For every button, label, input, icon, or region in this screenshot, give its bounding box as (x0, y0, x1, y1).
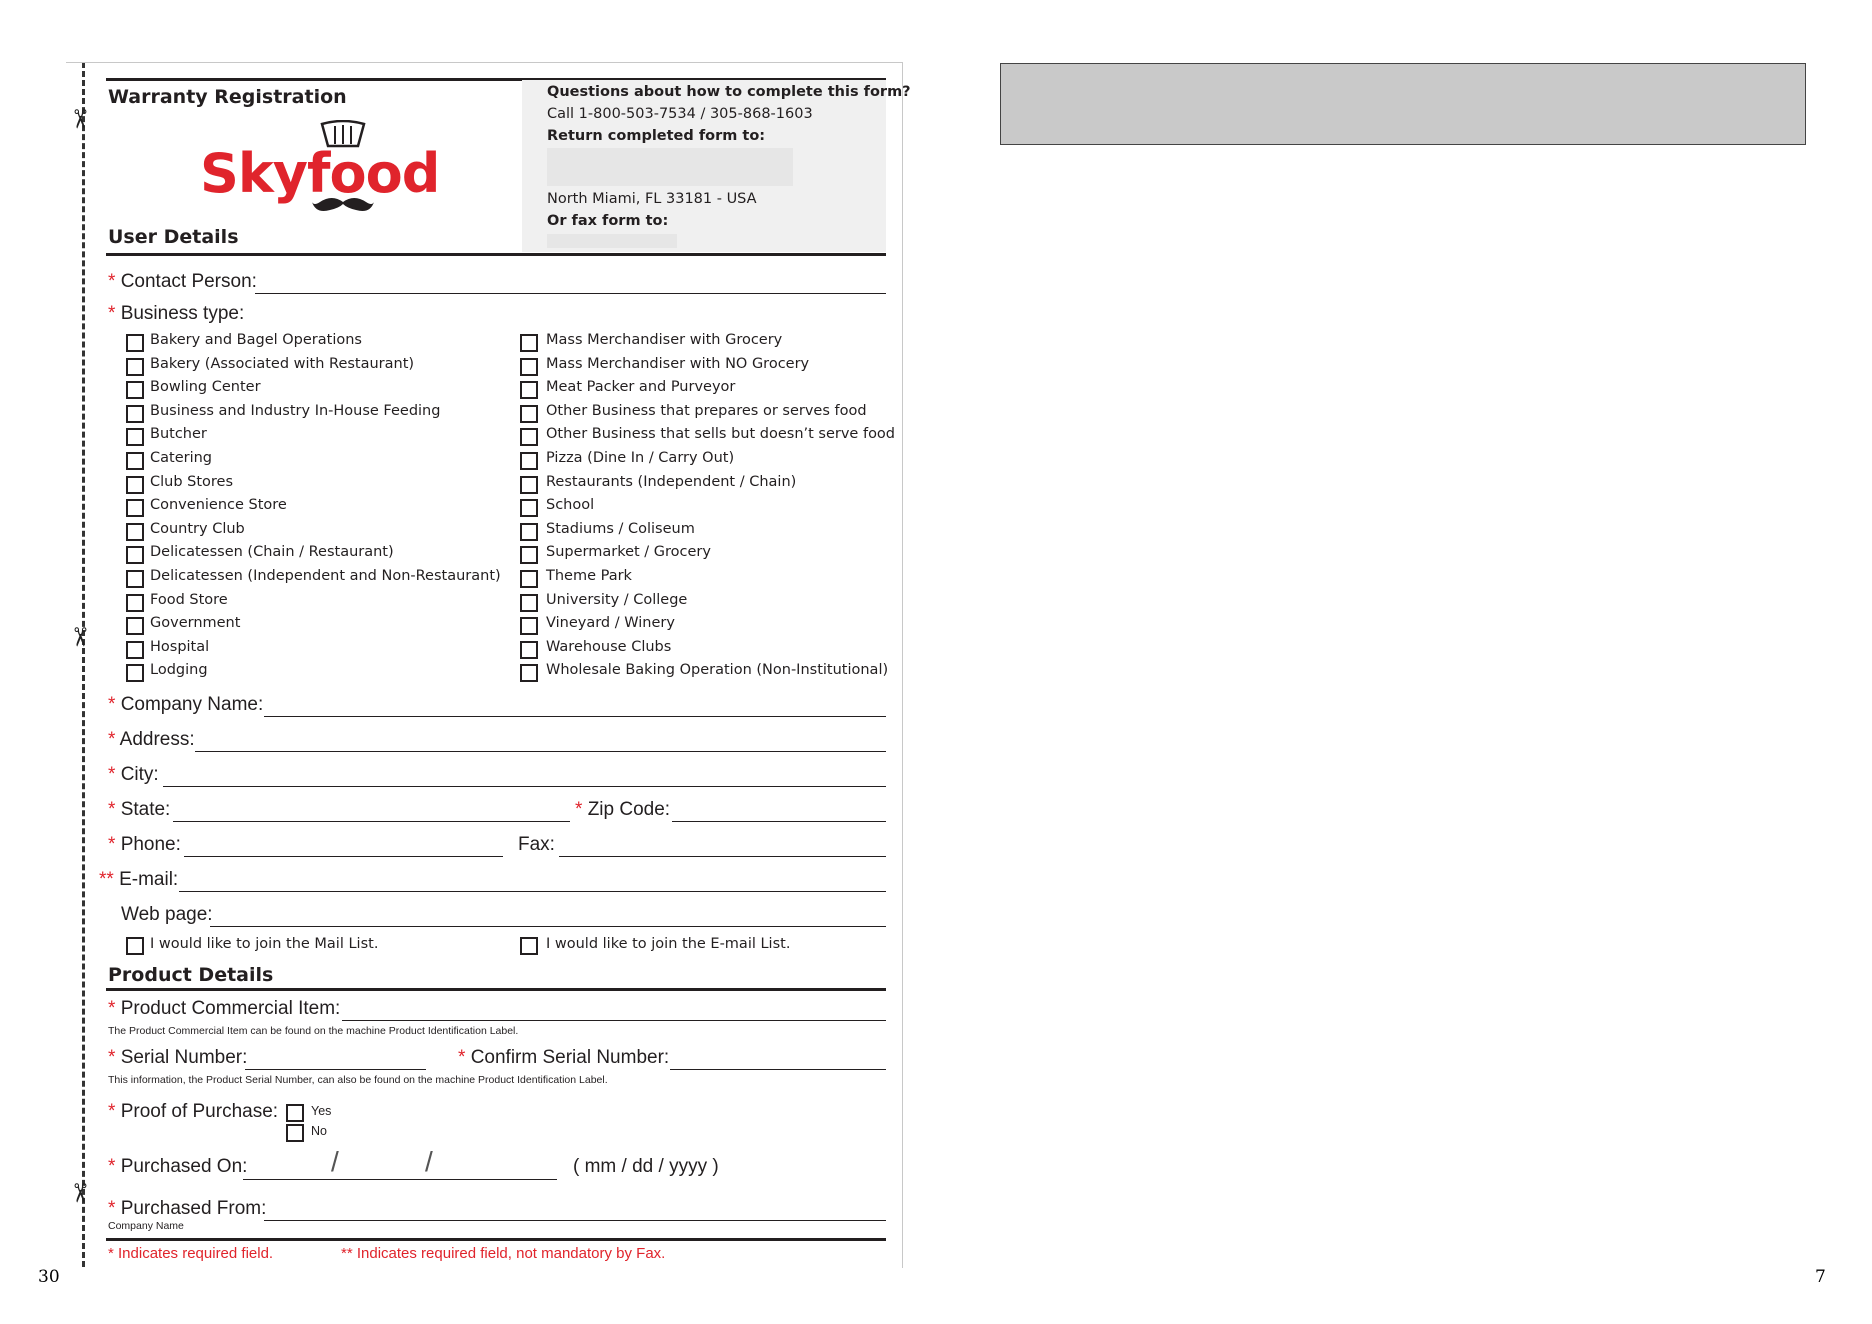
contact-label: * Contact Person: (108, 271, 257, 292)
proof-label: * Proof of Purchase: (108, 1101, 279, 1122)
phone-label: * Phone: (108, 834, 181, 855)
business-option-right-label: Supermarket / Grocery (546, 544, 711, 560)
business-option-left-label: Lodging (150, 662, 208, 678)
date-slash-1: / (331, 1146, 339, 1177)
email-list-label: I would like to join the E-mail List. (546, 936, 791, 952)
serial-label: * Serial Number: (108, 1047, 248, 1068)
phone-info: Call 1-800-503-7534 / 305-868-1603 (547, 106, 813, 122)
business-option-right-checkbox[interactable] (520, 334, 538, 352)
address-field[interactable] (195, 751, 886, 752)
business-option-left-checkbox[interactable] (126, 570, 144, 588)
business-option-right-checkbox[interactable] (520, 452, 538, 470)
business-option-left-checkbox[interactable] (126, 617, 144, 635)
section-user-details: User Details (108, 226, 239, 248)
business-option-left-checkbox[interactable] (126, 664, 144, 682)
proof-yes-label: Yes (311, 1104, 332, 1118)
serial-field[interactable] (245, 1069, 426, 1070)
business-option-right-label: School (546, 497, 595, 513)
business-option-right-checkbox[interactable] (520, 546, 538, 564)
fax-field[interactable] (559, 856, 886, 857)
business-option-left-checkbox[interactable] (126, 334, 144, 352)
business-option-right-checkbox[interactable] (520, 358, 538, 376)
business-option-right-label: Mass Merchandiser with Grocery (546, 332, 783, 348)
business-option-left-label: Bakery and Bagel Operations (150, 332, 362, 348)
business-option-left-label: Convenience Store (150, 497, 287, 513)
company-name-note: Company Name (108, 1220, 184, 1232)
business-option-left-checkbox[interactable] (126, 523, 144, 541)
business-option-left-label: Food Store (150, 592, 228, 608)
page-number-left: 30 (38, 1267, 60, 1287)
company-field[interactable] (264, 716, 886, 717)
phone-field[interactable] (184, 856, 503, 857)
business-option-left-label: Business and Industry In-House Feeding (150, 403, 441, 419)
date-slash-2: / (425, 1146, 433, 1177)
purchased-on-field[interactable] (243, 1179, 557, 1180)
email-field[interactable] (179, 891, 886, 892)
business-option-left-checkbox[interactable] (126, 476, 144, 494)
business-option-left-label: Country Club (150, 521, 245, 537)
scissors-icon: ✂ (64, 108, 94, 130)
business-option-right-checkbox[interactable] (520, 405, 538, 423)
mustache-icon (312, 196, 374, 214)
business-option-right-label: Restaurants (Independent / Chain) (546, 474, 797, 490)
state-field[interactable] (173, 821, 570, 822)
mail-list-checkbox[interactable] (126, 937, 144, 955)
business-option-right-checkbox[interactable] (520, 523, 538, 541)
business-option-left-checkbox[interactable] (126, 641, 144, 659)
city-info: North Miami, FL 33181 - USA (547, 191, 757, 207)
business-option-right-checkbox[interactable] (520, 381, 538, 399)
business-option-right-label: Other Business that sells but doesn’t serve food (546, 426, 896, 442)
business-option-left-checkbox[interactable] (126, 405, 144, 423)
business-option-left-checkbox[interactable] (126, 452, 144, 470)
required-note: * Indicates required field. (108, 1245, 274, 1262)
section-rule (106, 253, 886, 256)
city-label: * City: (108, 764, 159, 785)
form-title: Warranty Registration (108, 86, 347, 108)
business-option-right-label: Vineyard / Winery (546, 615, 675, 631)
email-list-checkbox[interactable] (520, 937, 538, 955)
proof-no-checkbox[interactable] (286, 1124, 304, 1142)
state-label: * State: (108, 799, 171, 820)
business-option-left-label: Butcher (150, 426, 207, 442)
city-field[interactable] (163, 786, 886, 787)
contact-field[interactable] (255, 293, 886, 294)
confirm-serial-field[interactable] (670, 1069, 886, 1070)
business-option-right-checkbox[interactable] (520, 428, 538, 446)
business-option-left-checkbox[interactable] (126, 499, 144, 517)
business-option-right-checkbox[interactable] (520, 499, 538, 517)
business-option-right-checkbox[interactable] (520, 476, 538, 494)
business-option-right-label: Wholesale Baking Operation (Non-Institutional) (546, 662, 889, 678)
business-option-left-label: Hospital (150, 639, 210, 655)
business-option-left-label: Delicatessen (Independent and Non-Restaurant) (150, 568, 501, 584)
zip-field[interactable] (672, 821, 886, 822)
serial-note: This information, the Product Serial Number, can also be found on the machine Product Identification Label. (108, 1074, 608, 1086)
business-option-right-label: Other Business that prepares or serves food (546, 403, 867, 419)
business-option-right-label: Mass Merchandiser with NO Grocery (546, 356, 810, 372)
commercial-item-note: The Product Commercial Item can be found on the machine Product Identification Label. (108, 1025, 519, 1037)
business-option-left-checkbox[interactable] (126, 546, 144, 564)
email-label: ** E-mail: (99, 869, 179, 890)
product-rule (106, 988, 886, 991)
redacted-fax (547, 234, 677, 248)
business-option-left-checkbox[interactable] (126, 594, 144, 612)
scissors-icon: ✂ (64, 626, 94, 648)
commercial-item-label: * Product Commercial Item: (108, 998, 341, 1019)
scissors-icon: ✂ (64, 1182, 94, 1204)
mail-list-label: I would like to join the Mail List. (150, 936, 379, 952)
return-label: Return completed form to: (547, 128, 766, 144)
business-option-right-checkbox[interactable] (520, 594, 538, 612)
business-option-right-checkbox[interactable] (520, 664, 538, 682)
redacted-address (547, 148, 793, 186)
date-format: ( mm / dd / yyyy ) (573, 1156, 719, 1177)
business-option-right-label: Stadiums / Coliseum (546, 521, 695, 537)
zip-label: * Zip Code: (575, 799, 671, 820)
section-product-details: Product Details (108, 964, 274, 986)
page-number-right: 7 (1815, 1267, 1826, 1287)
business-option-right-label: Pizza (Dine In / Carry Out) (546, 450, 735, 466)
purchased-on-label: * Purchased On: (108, 1156, 248, 1177)
business-option-left-label: Bakery (Associated with Restaurant) (150, 356, 415, 372)
purchased-from-field[interactable] (264, 1220, 886, 1221)
business-option-right-checkbox[interactable] (520, 570, 538, 588)
business-option-left-label: Government (150, 615, 241, 631)
blank-gray-panel (1000, 63, 1806, 145)
business-option-left-label: Bowling Center (150, 379, 261, 395)
confirm-serial-label: * Confirm Serial Number: (458, 1047, 670, 1068)
questions-text: Questions about how to complete this form? (547, 84, 911, 100)
business-option-left-checkbox[interactable] (126, 428, 144, 446)
company-label: * Company Name: (108, 694, 264, 715)
business-option-left-label: Delicatessen (Chain / Restaurant) (150, 544, 394, 560)
business-type-label: * Business type: (108, 303, 245, 324)
business-option-left-checkbox[interactable] (126, 358, 144, 376)
brand-logo: Skyfood (200, 142, 440, 205)
web-field[interactable] (210, 926, 886, 927)
commercial-item-field[interactable] (342, 1020, 886, 1021)
fax-label: Or fax form to: (547, 213, 669, 229)
purchased-from-label: * Purchased From: (108, 1198, 267, 1219)
proof-yes-checkbox[interactable] (286, 1104, 304, 1122)
business-option-right-label: Meat Packer and Purveyor (546, 379, 736, 395)
business-option-left-label: Club Stores (150, 474, 234, 490)
business-option-right-label: University / College (546, 592, 688, 608)
address-label: * Address: (108, 729, 195, 750)
footer-rule (106, 1238, 886, 1241)
business-option-right-checkbox[interactable] (520, 617, 538, 635)
business-option-left-label: Catering (150, 450, 213, 466)
fax-label-field: Fax: (518, 834, 555, 855)
business-option-left-checkbox[interactable] (126, 381, 144, 399)
web-label: Web page: (121, 904, 213, 925)
required-fax-note: ** Indicates required field, not mandatory by Fax. (341, 1245, 666, 1262)
business-option-right-label: Warehouse Clubs (546, 639, 672, 655)
business-option-right-label: Theme Park (546, 568, 632, 584)
business-option-right-checkbox[interactable] (520, 641, 538, 659)
proof-no-label: No (311, 1124, 327, 1138)
